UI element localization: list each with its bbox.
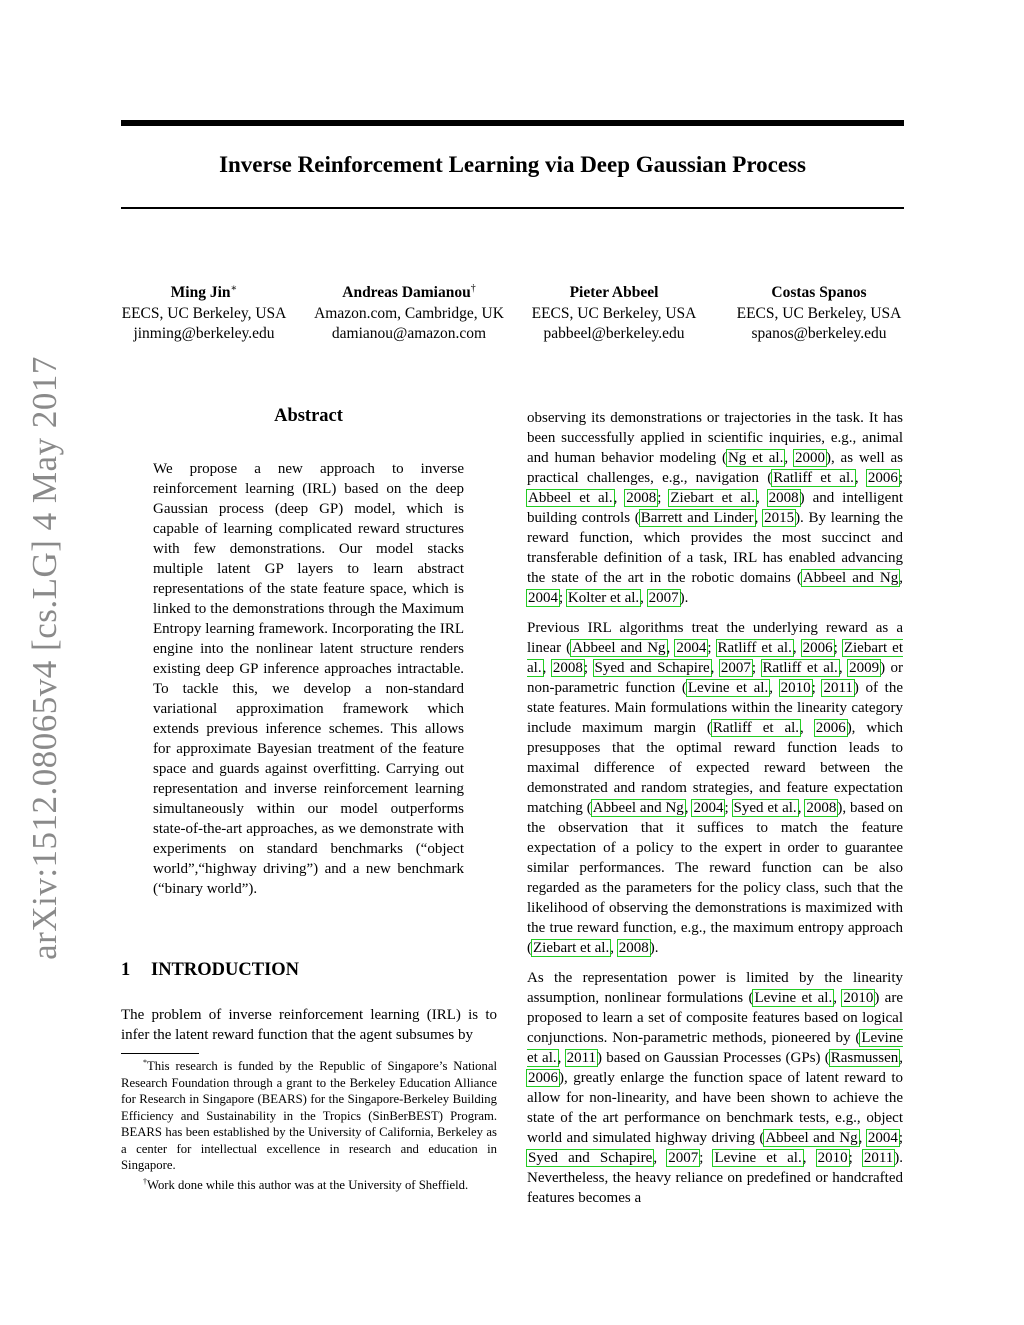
citation-link[interactable]: Barrett and Linder <box>640 510 754 526</box>
citation-link[interactable]: Ratliff et al. <box>773 470 854 486</box>
citation-link[interactable]: Kolter et al. <box>567 590 640 606</box>
footnote-funding <box>121 1055 497 1174</box>
citation-link[interactable]: 2006 <box>528 1070 558 1086</box>
footnote-text: Work done while this author was at the University of Sheffield. <box>147 1178 469 1193</box>
author-block <box>309 279 509 345</box>
right-column-paragraph-1: observing its demonstrations or trajectories in the task. It has been successfully applied in scientific inquiries, e.g., animal and human behavior modeling (Ng et al., 2000), as well as practical challenges, e.g., navigation (Ratliff et al., 2006; Abbeel et al., 2008; Ziebart et al., 2008) and intelligent building controls (Barrett and Linder, 2015). By learning the reward function, which provides the most succinct and transferable definition of a task, IRL has enabled advancing the state of the art in the robotic domains (Abbeel and Ng, 2004; Kolter et al., 2007). <box>527 410 904 606</box>
citation-link[interactable]: 2011 <box>823 680 853 696</box>
right-column-paragraph-3: As the representation power is limited by the linearity assumption, nonlinear formulations (Levine et al., 2010) are proposed to learn a set of composite features based on logical conjunctions. Non-parametric methods, pioneered by (Levine et al., 2011) based on Gaussian Processes (GPs) (Rasmussen, 2006), greatly enlarge the function space of latent reward to allow for non-linearity, and have been shown to achieve the state of the art performance on benchmark tests, e.g., object world and simulated highway driving (Abbeel and Ng, 2004; Syed and Schapire, 2007; Levine et al., 2010; 2011). Nevertheless, the heavy reliance on predefined or handcrafted features becomes a <box>527 970 904 1206</box>
footnote-text: This research is funded by the Republic of Singapore’s National Research Foundation through a grant to the Berkeley Education Alliance for Research in Singapore (BEARS) for the Singapore-Berkeley Building Efficiency and Sustainability in the Tropics (SinBerBEST) Program. BEARS has been established by the University of California, Berkeley as a center for intellectual excellence in research and education in Singapore. <box>121 1059 497 1173</box>
citation-link[interactable]: Ziebart et al. <box>533 940 610 956</box>
citation-link[interactable]: 2004 <box>867 1130 898 1146</box>
citation-link[interactable]: 2004 <box>528 590 558 606</box>
section-heading <box>121 960 299 981</box>
right-column-paragraph-2: Previous IRL algorithms treat the underlying reward as a linear (Abbeel and Ng, 2004; Ratliff et al., 2006; Ziebart et al., 2008; Syed and Schapire, 2007; Ratliff et al., 2009) or non-parametric function (Levine et al., 2010; 2011) of the state features. Main formulations within the linearity category include maximum margin (Ratliff et al., 2006), which presupposes that the optimal reward function leads to maximal difference of expected reward between the demonstrated and random strategies, and feature expectation matching (Abbeel and Ng, 2004; Syed et al., 2008), based on the observation that it suffices to match the feature expectation of a policy to the expert in order to guarantee similar performances. The reward function can be also regarded as the parameters for the policy class, such that the likelihood of observing the demonstrations is maximized with the true reward function, e.g., the maximum entropy approach (Ziebart et al., 2008). <box>527 620 904 956</box>
citation-link[interactable]: Abbeel and Ng <box>802 570 899 586</box>
citation-link[interactable]: 2008 <box>806 800 837 816</box>
footnote-affiliation <box>121 1174 497 1194</box>
arxiv-stamp <box>25 355 64 960</box>
citation-link[interactable]: Ratliff et al. <box>717 640 792 656</box>
citation-link[interactable]: Abbeel and Ng <box>592 800 684 816</box>
abstract-heading: Abstract <box>274 406 343 426</box>
citation-link[interactable]: Ng et al. <box>727 450 784 466</box>
citation-link[interactable]: 2007 <box>720 660 751 676</box>
arxiv-stamp-text: arXiv:1512.08065v4 [cs.LG] 4 May 2017 <box>25 355 64 960</box>
citation-link[interactable]: 2010 <box>817 1150 848 1166</box>
author-block <box>514 279 714 345</box>
author-affiliation: Amazon.com, Cambridge, UK <box>314 304 504 322</box>
citation-link[interactable]: 2007 <box>668 1150 699 1166</box>
citation-link[interactable]: Ziebart et al. <box>527 640 904 676</box>
citation-link[interactable]: 2008 <box>618 940 649 956</box>
footnote-mark: * <box>143 1058 147 1067</box>
abstract-text: We propose a new approach to inverse reinforcement learning (IRL) based on the deep Gaussian process (deep GP) model, which is capable of learning complicated reward structures with few demonstrations. Our model stacks multiple latent GP layers to learn abstract representations of the state feature space, which is linked to the demonstrations through the Maximum Entropy learning framework. Incorporating the IRL engine into the nonlinear latent structure renders existing deep GP inference approaches intractable. To tackle this, we develop a non-standard variational approximation framework which extends previous inference schemes. This allows for approximate Bayesian treatment of the feature space and guards against overfitting. Carrying out representation and inverse reinforcement learning simultaneously within our model outperforms state-of-the-art approaches, as we demonstrate with experiments on standard benchmarks (“object world”,“highway driving”) and a new benchmark (“binary world”). <box>153 461 464 897</box>
section-number: 1 <box>121 960 131 980</box>
citation-link[interactable]: 2006 <box>815 720 846 736</box>
author-block <box>719 279 919 345</box>
citation-link[interactable]: Abbeel et al. <box>528 490 613 506</box>
paper-title: Inverse Reinforcement Learning via Deep Gaussian Process <box>219 152 806 177</box>
intro-paragraph: The problem of inverse reinforcement learning (IRL) is to infer the latent reward function that the agent subsumes by <box>121 1007 497 1043</box>
citation-link[interactable]: 2008 <box>626 490 657 506</box>
author-email[interactable]: pabbeel@berkeley.edu <box>543 325 685 343</box>
author-block <box>104 279 304 345</box>
title-top-rule <box>121 120 904 126</box>
citation-link[interactable]: 2007 <box>648 590 679 606</box>
author-name: Andreas Damianou† <box>342 283 476 302</box>
citation-link[interactable]: 2015 <box>764 510 795 526</box>
citation-link[interactable]: Syed and Schapire <box>594 660 710 676</box>
author-affiliation: EECS, UC Berkeley, USA <box>736 304 902 322</box>
citation-link[interactable]: 2011 <box>863 1150 894 1166</box>
citation-link[interactable]: Rasmussen <box>830 1050 899 1066</box>
citation-link[interactable]: 2004 <box>676 640 707 656</box>
author-email[interactable]: jinming@berkeley.edu <box>133 325 275 343</box>
author-name: Pieter Abbeel <box>569 284 659 302</box>
citation-link[interactable]: Levine et al. <box>714 1150 802 1166</box>
citation-link[interactable]: Ziebart et al. <box>670 490 755 506</box>
footnote-rule <box>121 1053 199 1054</box>
citation-link[interactable]: Syed and Schapire <box>528 1150 653 1166</box>
citation-link[interactable]: 2008 <box>768 490 799 506</box>
citation-link[interactable]: Abbeel and Ng <box>765 1130 858 1146</box>
author-name: Costas Spanos <box>771 284 867 302</box>
citation-link[interactable]: 2008 <box>552 660 583 676</box>
citation-link[interactable]: 2010 <box>843 990 874 1006</box>
author-name: Ming Jin∗ <box>170 283 238 302</box>
citation-link[interactable]: 2009 <box>849 660 880 676</box>
citation-link[interactable]: 2004 <box>693 800 724 816</box>
section-title: INTRODUCTION <box>151 960 300 980</box>
citation-link[interactable]: Abbeel and Ng <box>572 640 666 656</box>
author-affiliation: EECS, UC Berkeley, USA <box>121 304 287 322</box>
footnote-mark: † <box>143 1177 147 1186</box>
citation-link[interactable]: 2011 <box>566 1050 597 1066</box>
title-bottom-rule <box>121 207 904 209</box>
author-affiliation: EECS, UC Berkeley, USA <box>531 304 697 322</box>
author-email[interactable]: spanos@berkeley.edu <box>751 325 887 343</box>
citation-link[interactable]: Syed et al. <box>733 800 797 816</box>
citation-link[interactable]: Ratliff et al. <box>712 720 800 736</box>
citation-link[interactable]: 2006 <box>802 640 833 656</box>
citation-link[interactable]: Ratliff et al. <box>762 660 838 676</box>
citation-link[interactable]: Levine et al. <box>687 680 769 696</box>
citation-link[interactable]: 2000 <box>794 450 825 466</box>
citation-link[interactable]: 2006 <box>867 470 898 486</box>
citation-link[interactable]: Levine et al. <box>527 1030 903 1066</box>
citation-link[interactable]: 2010 <box>780 680 811 696</box>
citation-link[interactable]: Levine et al. <box>754 990 833 1006</box>
author-email[interactable]: damianou@amazon.com <box>331 325 487 343</box>
